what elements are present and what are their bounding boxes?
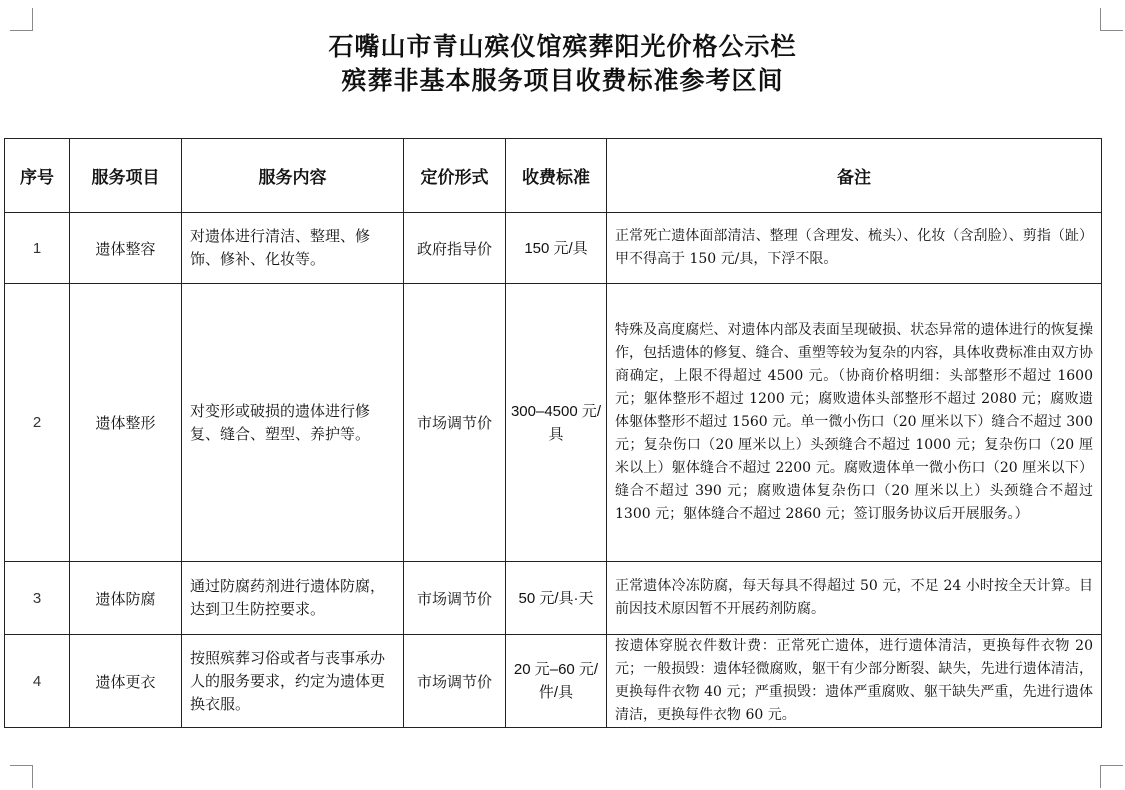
row-pricing-form: 市场调节价 bbox=[404, 284, 506, 562]
row-fee-standard: 20 元–60 元/件/具 bbox=[506, 635, 607, 728]
row-remarks: 正常死亡遗体面部清洁、整理（含理发、梳头）、化妆（含刮脸）、剪指（趾）甲不得高于 150 元/具，下浮不限。 bbox=[607, 213, 1102, 284]
row-fee-standard: 300–4500 元/具 bbox=[506, 284, 607, 562]
row-index: 3 bbox=[5, 562, 70, 635]
row-index: 1 bbox=[5, 213, 70, 284]
row-service-content: 对遗体进行清洁、整理、修饰、修补、化妆等。 bbox=[182, 213, 404, 284]
crop-mark-top-right bbox=[1100, 8, 1123, 31]
header-service-content: 服务内容 bbox=[182, 139, 404, 213]
row-service-item: 遗体整容 bbox=[70, 213, 182, 284]
row-pricing-form: 市场调节价 bbox=[404, 635, 506, 728]
row-service-content: 按照殡葬习俗或者与丧事承办人的服务要求，约定为遗体更换衣服。 bbox=[182, 635, 404, 728]
row-fee-standard: 150 元/具 bbox=[506, 213, 607, 284]
header-fee-standard: 收费标准 bbox=[506, 139, 607, 213]
crop-mark-bottom-right bbox=[1100, 765, 1123, 788]
page-title-line-1: 石嘴山市青山殡仪馆殡葬阳光价格公示栏 bbox=[328, 32, 797, 61]
row-pricing-form: 市场调节价 bbox=[404, 562, 506, 635]
row-index: 2 bbox=[5, 284, 70, 562]
row-remarks: 特殊及高度腐烂、对遗体内部及表面呈现破损、状态异常的遗体进行的恢复操作，包括遗体的修复、缝合、重塑等较为复杂的内容，具体收费标准由双方协商确定，上限不得超过 4500 元。（协商价格明细：头部整形不超过 1600 元；躯体整形不超过 1200 元；腐败遗体头部整形不超过 2080 元；腐败遗体躯体整形不超过 1560 元。单一微小伤口（20 厘米以下）缝合不超过 300 元；复杂伤口（20 厘米以上）头颈缝合不超过 1000 元；复杂伤口（20 厘米以上）躯体缝合不超过 2200 元。腐败遗体单一微小伤口（20 厘米以下）缝合不超过 390 元；腐败遗体复杂伤口（20 厘米以上）头颈缝合不超过 1300 元；躯体缝合不超过 2860 元；签订服务协议后开展服务。） bbox=[607, 284, 1102, 562]
table-row bbox=[5, 284, 1102, 562]
header-index: 序号 bbox=[5, 139, 70, 213]
row-index: 4 bbox=[5, 635, 70, 728]
row-service-content: 通过防腐药剂进行遗体防腐，达到卫生防控要求。 bbox=[182, 562, 404, 635]
page-title-line-2: 殡葬非基本服务项目收费标准参考区间 bbox=[341, 66, 784, 95]
row-remarks: 正常遗体冷冻防腐，每天每具不得超过 50 元，不足 24 小时按全天计算。目前因技术原因暂不开展药剂防腐。 bbox=[607, 562, 1102, 635]
row-pricing-form: 政府指导价 bbox=[404, 213, 506, 284]
row-remarks: 按遗体穿脱衣件数计费：正常死亡遗体，进行遗体清洁，更换每件衣物 20 元；一般损毁：遗体轻微腐败，躯干有少部分断裂、缺失，先进行遗体清洁，更换每件衣物 40 元；严重损毁：遗体严重腐败、躯干缺失严重，先进行遗体清洁，更换每件衣物 60 元。 bbox=[607, 635, 1102, 728]
crop-mark-top-left bbox=[10, 8, 33, 31]
table-header-row bbox=[5, 139, 1102, 213]
table-row bbox=[5, 562, 1102, 635]
row-fee-standard: 50 元/具·天 bbox=[506, 562, 607, 635]
table-row bbox=[5, 213, 1102, 284]
header-remarks: 备注 bbox=[607, 139, 1102, 213]
header-pricing-form: 定价形式 bbox=[404, 139, 506, 213]
table-row bbox=[5, 635, 1102, 728]
header-service-item: 服务项目 bbox=[70, 139, 182, 213]
row-service-item: 遗体防腐 bbox=[70, 562, 182, 635]
row-service-item: 遗体整形 bbox=[70, 284, 182, 562]
crop-mark-bottom-left bbox=[10, 765, 33, 788]
fee-table bbox=[4, 138, 1102, 728]
row-service-item: 遗体更衣 bbox=[70, 635, 182, 728]
row-service-content: 对变形或破损的遗体进行修复、缝合、塑型、养护等。 bbox=[182, 284, 404, 562]
